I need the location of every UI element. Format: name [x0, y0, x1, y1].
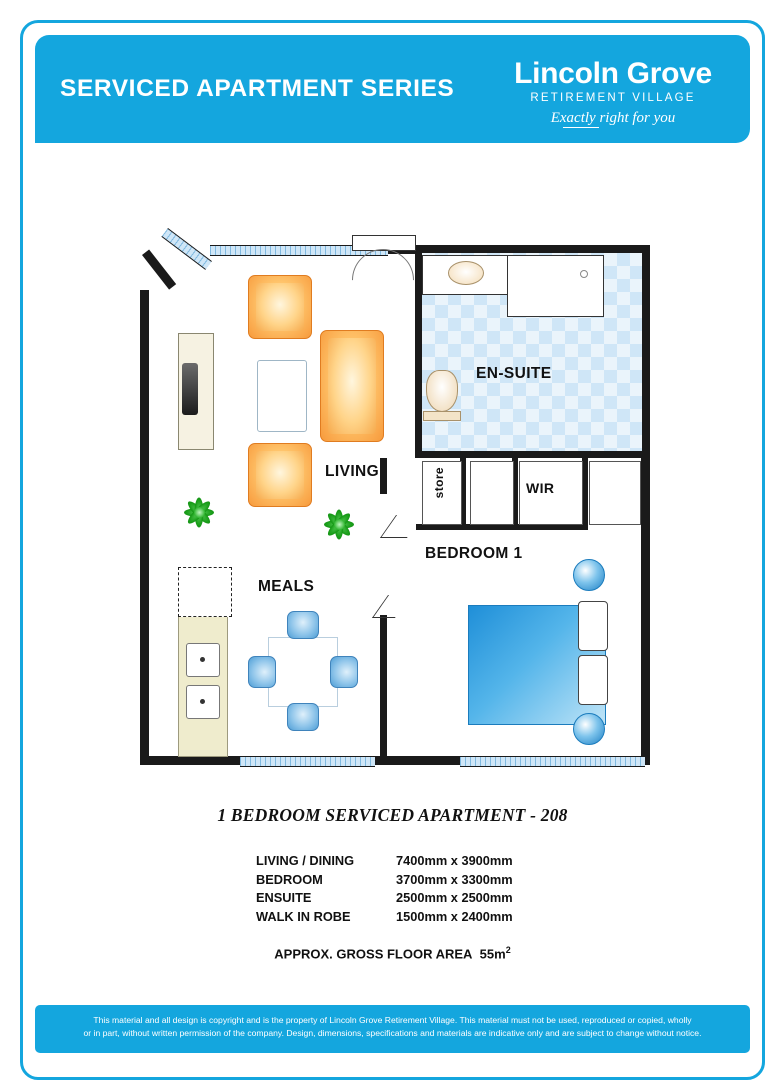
toilet-icon: [426, 370, 458, 412]
brand-logo: [498, 59, 728, 127]
shower-drain-icon: [580, 270, 588, 278]
spec-value: 2500mm x 2500mm: [396, 890, 513, 905]
label-living: LIVING: [325, 463, 380, 480]
door-mark-living: [372, 595, 411, 618]
footer-disclaimer: [35, 1005, 750, 1053]
spec-value: 3700mm x 3300mm: [396, 871, 513, 887]
wall-ensuite-bottom: [415, 451, 643, 458]
dining-table: [268, 637, 338, 707]
window-bay-diagonal: [161, 228, 212, 270]
footer-line-1: This material and all design is copyright and is the property of Lincoln Grove Retirement Village. This material must not be used, reproduced or copied, wholly: [93, 1015, 692, 1025]
brand-name: Lincoln Grove: [514, 57, 712, 90]
spec-value: 1500mm x 2400mm: [396, 908, 513, 924]
pillow-top: [573, 559, 605, 591]
window-bottom-right: [460, 756, 645, 767]
wall-bedroom-left: [380, 615, 387, 765]
brand-tagline-text: Exactly right for you: [550, 110, 676, 126]
gross-floor-area-unit: 2: [505, 945, 511, 955]
toilet-cistern: [423, 411, 461, 421]
armchair-bottom: [248, 443, 312, 507]
spec-name: LIVING / DINING: [256, 853, 355, 868]
shower-recess: [507, 255, 604, 317]
fridge-space: [178, 567, 232, 617]
spec-name: ENSUITE: [256, 890, 312, 905]
label-store: store: [432, 467, 446, 499]
plan-caption: 1 BEDROOM SERVICED APARTMENT - 208: [217, 805, 568, 825]
spec-row: [256, 909, 513, 924]
label-bedroom: BEDROOM 1: [425, 545, 523, 562]
dining-chair-right: [330, 656, 358, 688]
brand-tagline: [551, 110, 676, 127]
brand-subtitle: RETIREMENT VILLAGE: [530, 92, 696, 104]
basin-icon: [448, 261, 484, 285]
bedside-table-top: [578, 601, 608, 651]
spec-row: [256, 872, 513, 887]
spec-name: WALK IN ROBE: [256, 908, 351, 924]
gross-floor-area-label: APPROX. GROSS FLOOR AREA: [274, 946, 473, 962]
sink-bowl-small: [186, 685, 220, 719]
spec-row: [256, 890, 513, 905]
label-wir: WIR: [526, 480, 555, 496]
coffee-table: [257, 360, 307, 432]
tv-icon: [182, 363, 198, 415]
gross-floor-area-value: 55m: [479, 946, 506, 962]
dining-chair-top: [287, 611, 319, 639]
wall-ensuite-left: [415, 247, 422, 457]
wir-shelf-right: [589, 461, 641, 525]
pillow-bottom: [573, 713, 605, 745]
footer-line-2: or in part, without written permission of the company. Design, dimensions, specifications and materials are indicative only and are subject to change without notice.: [83, 1028, 702, 1039]
header-banner: [35, 35, 750, 143]
dining-chair-left: [248, 656, 276, 688]
sofa-three-seat: [320, 330, 384, 442]
page-title: SERVICED APARTMENT SERIES: [60, 75, 455, 102]
label-meals: MEALS: [258, 578, 315, 595]
sink-bowl-large: [186, 643, 220, 677]
wall-right: [641, 245, 650, 765]
spec-value: 7400mm x 3900mm: [396, 853, 513, 868]
label-ensuite: EN-SUITE: [476, 365, 552, 382]
floor-plan: [130, 215, 660, 775]
plant-left-icon: [182, 495, 216, 529]
dining-chair-bottom: [287, 703, 319, 731]
plant-right-icon: [322, 507, 356, 541]
window-bottom-left: [240, 756, 375, 767]
armchair-top: [248, 275, 312, 339]
wall-left: [140, 290, 149, 765]
bedside-table-bottom: [578, 655, 608, 705]
wall-bay-angle-left: [142, 249, 176, 289]
spec-row: [256, 853, 513, 868]
tagline-underline: [563, 127, 599, 129]
wir-shelf-left: [470, 461, 514, 525]
wall-bedroom-left-upper: [380, 458, 387, 494]
gross-floor-area: [10, 945, 765, 961]
spec-name: BEDROOM: [256, 871, 323, 887]
spec-table: [256, 853, 513, 927]
